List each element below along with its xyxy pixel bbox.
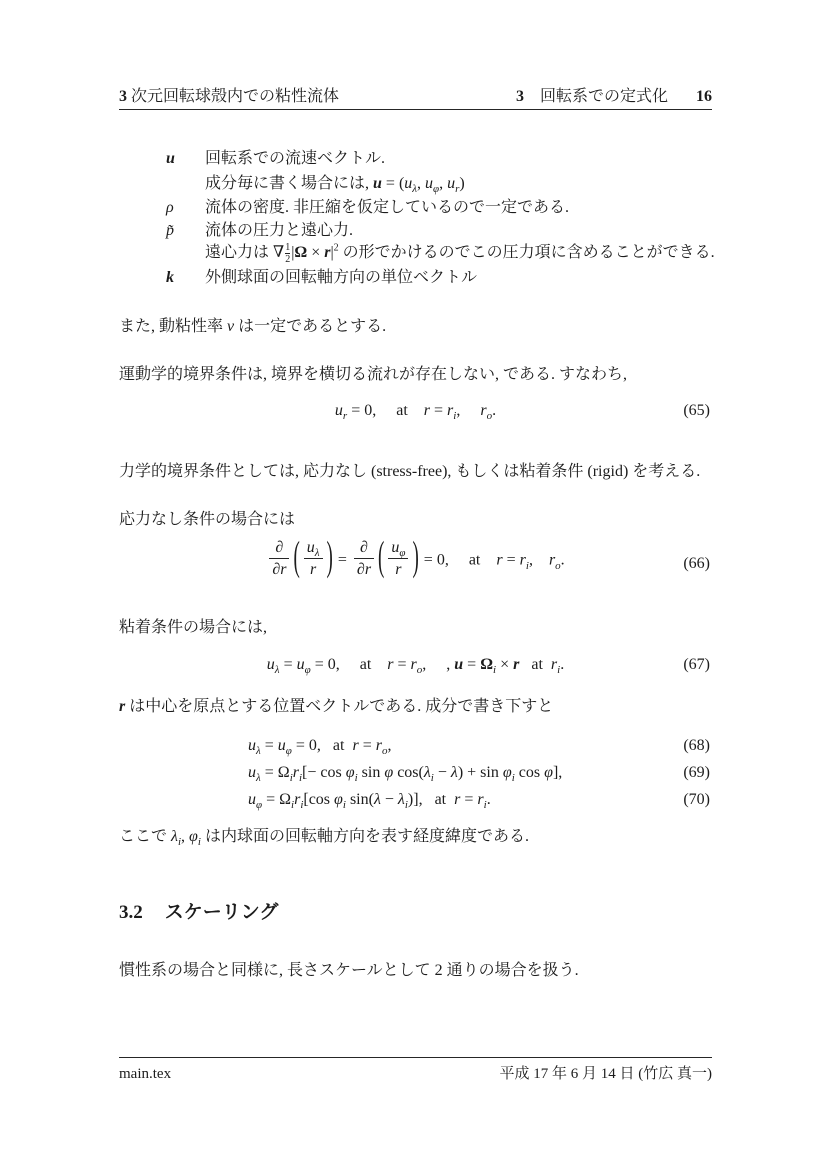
equation-65 (119, 402, 712, 423)
paragraph-scaling-intro: 慣性系の場合と同様に, 長さスケールとして 2 通りの場合を扱う. (119, 962, 579, 979)
definition-text: 外側球面の回転軸方向の単位ベクトル (205, 269, 478, 286)
definition-text: 回転系での流速ベクトル. (205, 150, 386, 167)
equation-66-body: ∂ ∂r ( $\frac{u_\lambda}{r}$ ) = ∂ ∂r ( $\frac{u_\varphi}{r}$ ) = 0, at $r = r_i$, $r_o$. (119, 540, 712, 582)
section-heading-3-2 (119, 897, 278, 924)
definition-symbol-k: k (166, 269, 174, 286)
running-title-left: 3 次元回転球殻内での粘性流体 (119, 88, 340, 105)
section-title: スケーリング (164, 902, 279, 923)
definition-row-k (166, 267, 477, 289)
page-number: 16 (696, 88, 712, 105)
paragraph-position-vector: r は中心を原点とする位置ベクトルである. 成分で書き下すと (119, 698, 554, 715)
paragraph-lambda-phi: ここで $\lambda_i$, $\varphi_i$ は内球面の回転軸方向を表す経度緯度である. (119, 828, 529, 849)
footer-filename: main.tex (119, 1066, 172, 1082)
definition-row-p (166, 220, 353, 242)
equation-65-number: (65) (683, 402, 710, 419)
equation-67 (119, 656, 712, 677)
paragraph-kinematic-bc: 運動学的境界条件は, 境界を横切る流れが存在しない, である. すなわち, (119, 366, 628, 383)
paragraph-rigid: 粘着条件の場合には, (119, 619, 268, 636)
paragraph-viscosity: また, 動粘性率 ν は一定であるとする. (119, 318, 387, 335)
equation-67-number: (67) (683, 656, 710, 673)
definition-symbol-rho: ρ (166, 199, 174, 216)
paragraph-stressfree: 応力なし条件の場合には (119, 511, 296, 528)
equation-68-body: $u_\lambda = u_\varphi = 0$, at $r = r_o$, (248, 737, 392, 758)
equation-66-number: (66) (683, 555, 710, 572)
definition-text: 流体の密度. 非圧縮を仮定しているので一定である. (205, 199, 570, 216)
definition-row-u-cont: 成分毎に書く場合には, $u = (u_\lambda$, $u_\varphi$, $u_r$) (205, 175, 465, 196)
equation-68 (119, 737, 712, 759)
footer-rule-divider (119, 1057, 712, 1058)
equation-68-number: (68) (683, 737, 710, 754)
definition-row-p-cont: 遠心力は ∇ $\frac{1}{2}$ $|\Omega \times r|^2$ の形でかけるのでこの圧力項に含めることができる. (205, 242, 715, 265)
definition-symbol-p: p̃ (166, 222, 174, 239)
footer-date: 平成 17 年 6 月 14 日 (竹広 真一) (499, 1066, 712, 1082)
section-number: 3.2 (119, 902, 143, 923)
equation-70 (119, 791, 712, 813)
definition-symbol-u: u (166, 150, 175, 167)
running-header-right (516, 86, 712, 108)
equation-70-number: (70) (683, 791, 710, 808)
equation-66 (119, 535, 712, 582)
header-rule-divider (119, 109, 712, 110)
definition-row-u (166, 148, 385, 170)
equation-69-number: (69) (683, 764, 710, 781)
running-section-title: 3 回転系での定式化 (515, 88, 668, 105)
definition-row-rho (166, 197, 569, 219)
equation-69-body: $u_\lambda = \Omega_ir_i[- \cos \varphi_i$ sin φ $\cos(\lambda_i - \lambda) + \sin \varphi_i$ cos φ], (248, 764, 563, 785)
equation-65-body: $u_r = 0$, at $r = r_i$, $r_o$. (334, 402, 497, 423)
definition-text: 流体の圧力と遠心力. (205, 222, 354, 239)
equation-69 (119, 764, 712, 786)
equation-70-body: $u_\varphi = \Omega_ir_i[\cos$ $\varphi_i$ $\sin(\lambda - \lambda_i)$], at $r = r_i$. (248, 791, 491, 812)
paragraph-dynamic-bc: 力学的境界条件としては, 応力なし (stress-free), もしくは粘着条件 (rigid) を考える. (119, 463, 701, 480)
equation-67-body: $u_\lambda = u_\varphi = 0$, at $r = r_o$, , $u = \Omega_i \times r$ at $r_i$. (266, 656, 565, 677)
